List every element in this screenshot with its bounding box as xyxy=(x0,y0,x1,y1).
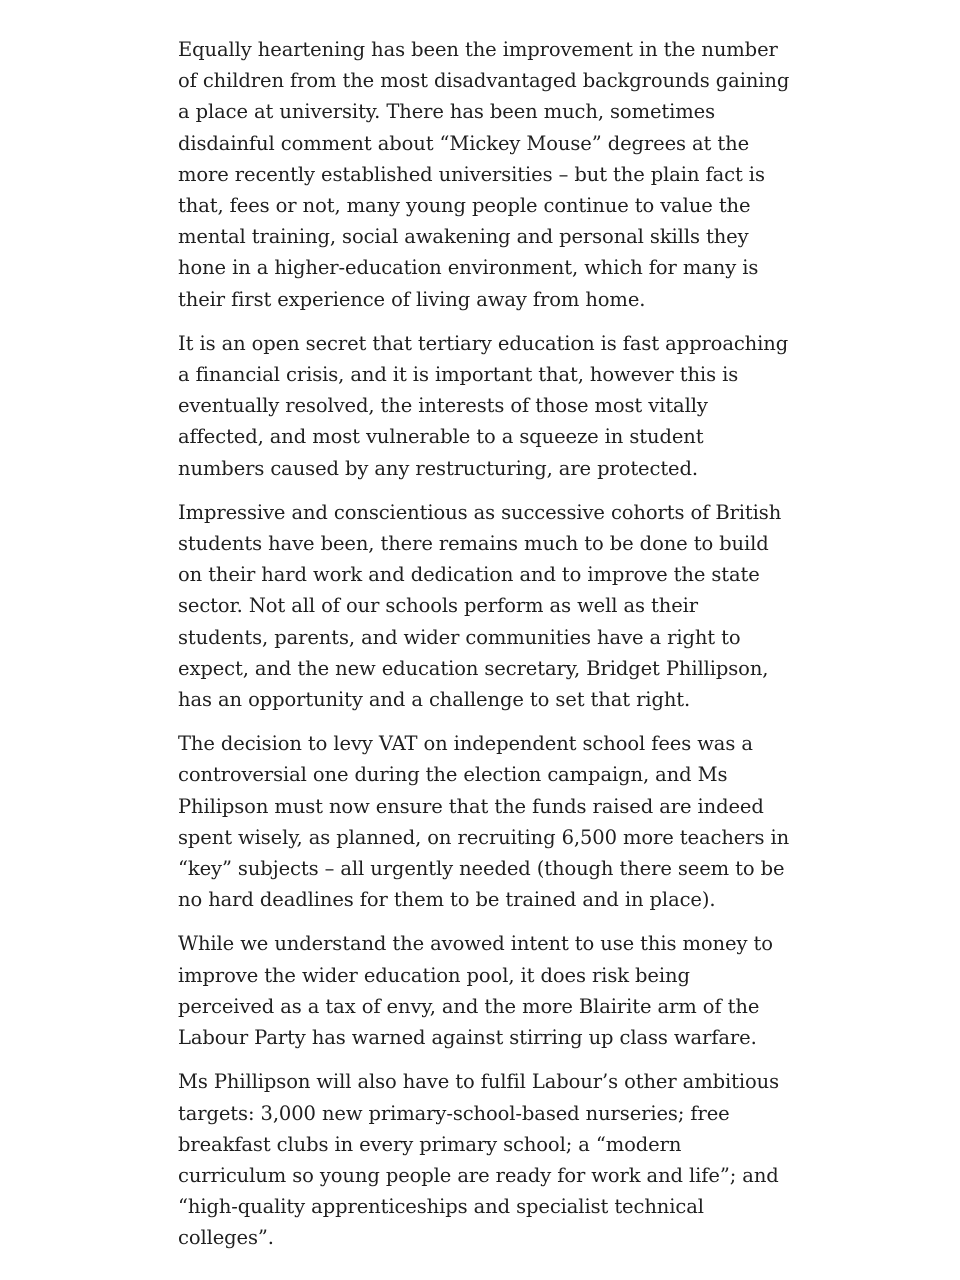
article-body xyxy=(178,34,790,1267)
article-paragraph: While we understand the avowed intent to use this money to improve the wider education pool, it does risk being perceived as a tax of envy, and the more Blairite arm of the Labour Party has warned against stirring up class warfare. xyxy=(178,932,773,1050)
article-paragraph: It is an open secret that tertiary education is fast approaching a financial crisis, and it is important that, however this is eventually resolved, the interests of those most vitally affected, and most vulnerable to a squeeze in student numbers caused by any restructuring, are protected. xyxy=(178,331,789,480)
article-paragraph: Equally heartening has been the improvement in the number of children from the most disadvantaged backgrounds gaining a place at university. There has been much, sometimes disdainful comment about “Mickey Mouse” degrees at the more recently established universities – but the plain fact is that, fees or not, many young people continue to value the mental training, social awakening and personal skills they hone in a higher-education environment, which for many is their first experience of living away from home. xyxy=(178,38,790,311)
article-paragraph: The decision to levy VAT on independent school fees was a controversial one during the election campaign, and Ms Philipson must now ensure that the funds raised are indeed spent wisely, as planned, on recruiting 6,500 more teachers in “key” subjects – all urgently needed (though there seem to be no hard deadlines for them to be trained and in place). xyxy=(178,732,790,912)
article-paragraph: Ms Phillipson will also have to fulfil Labour’s other ambitious targets: 3,000 new primary-school-based nurseries; free breakfast clubs in every primary school; a “modern curriculum so young people are ready for work and life”; and “high-quality apprenticeships and specialist technical colleges”. xyxy=(178,1070,779,1250)
article-paragraph: Impressive and conscientious as successive cohorts of British students have been, there remains much to be done to build on their hard work and dedication and to improve the state sector. Not all of our schools perform as well as their students, parents, and wider communities have a right to expect, and the new education secretary, Bridget Phillipson, has an opportunity and a challenge to set that right. xyxy=(178,500,782,712)
